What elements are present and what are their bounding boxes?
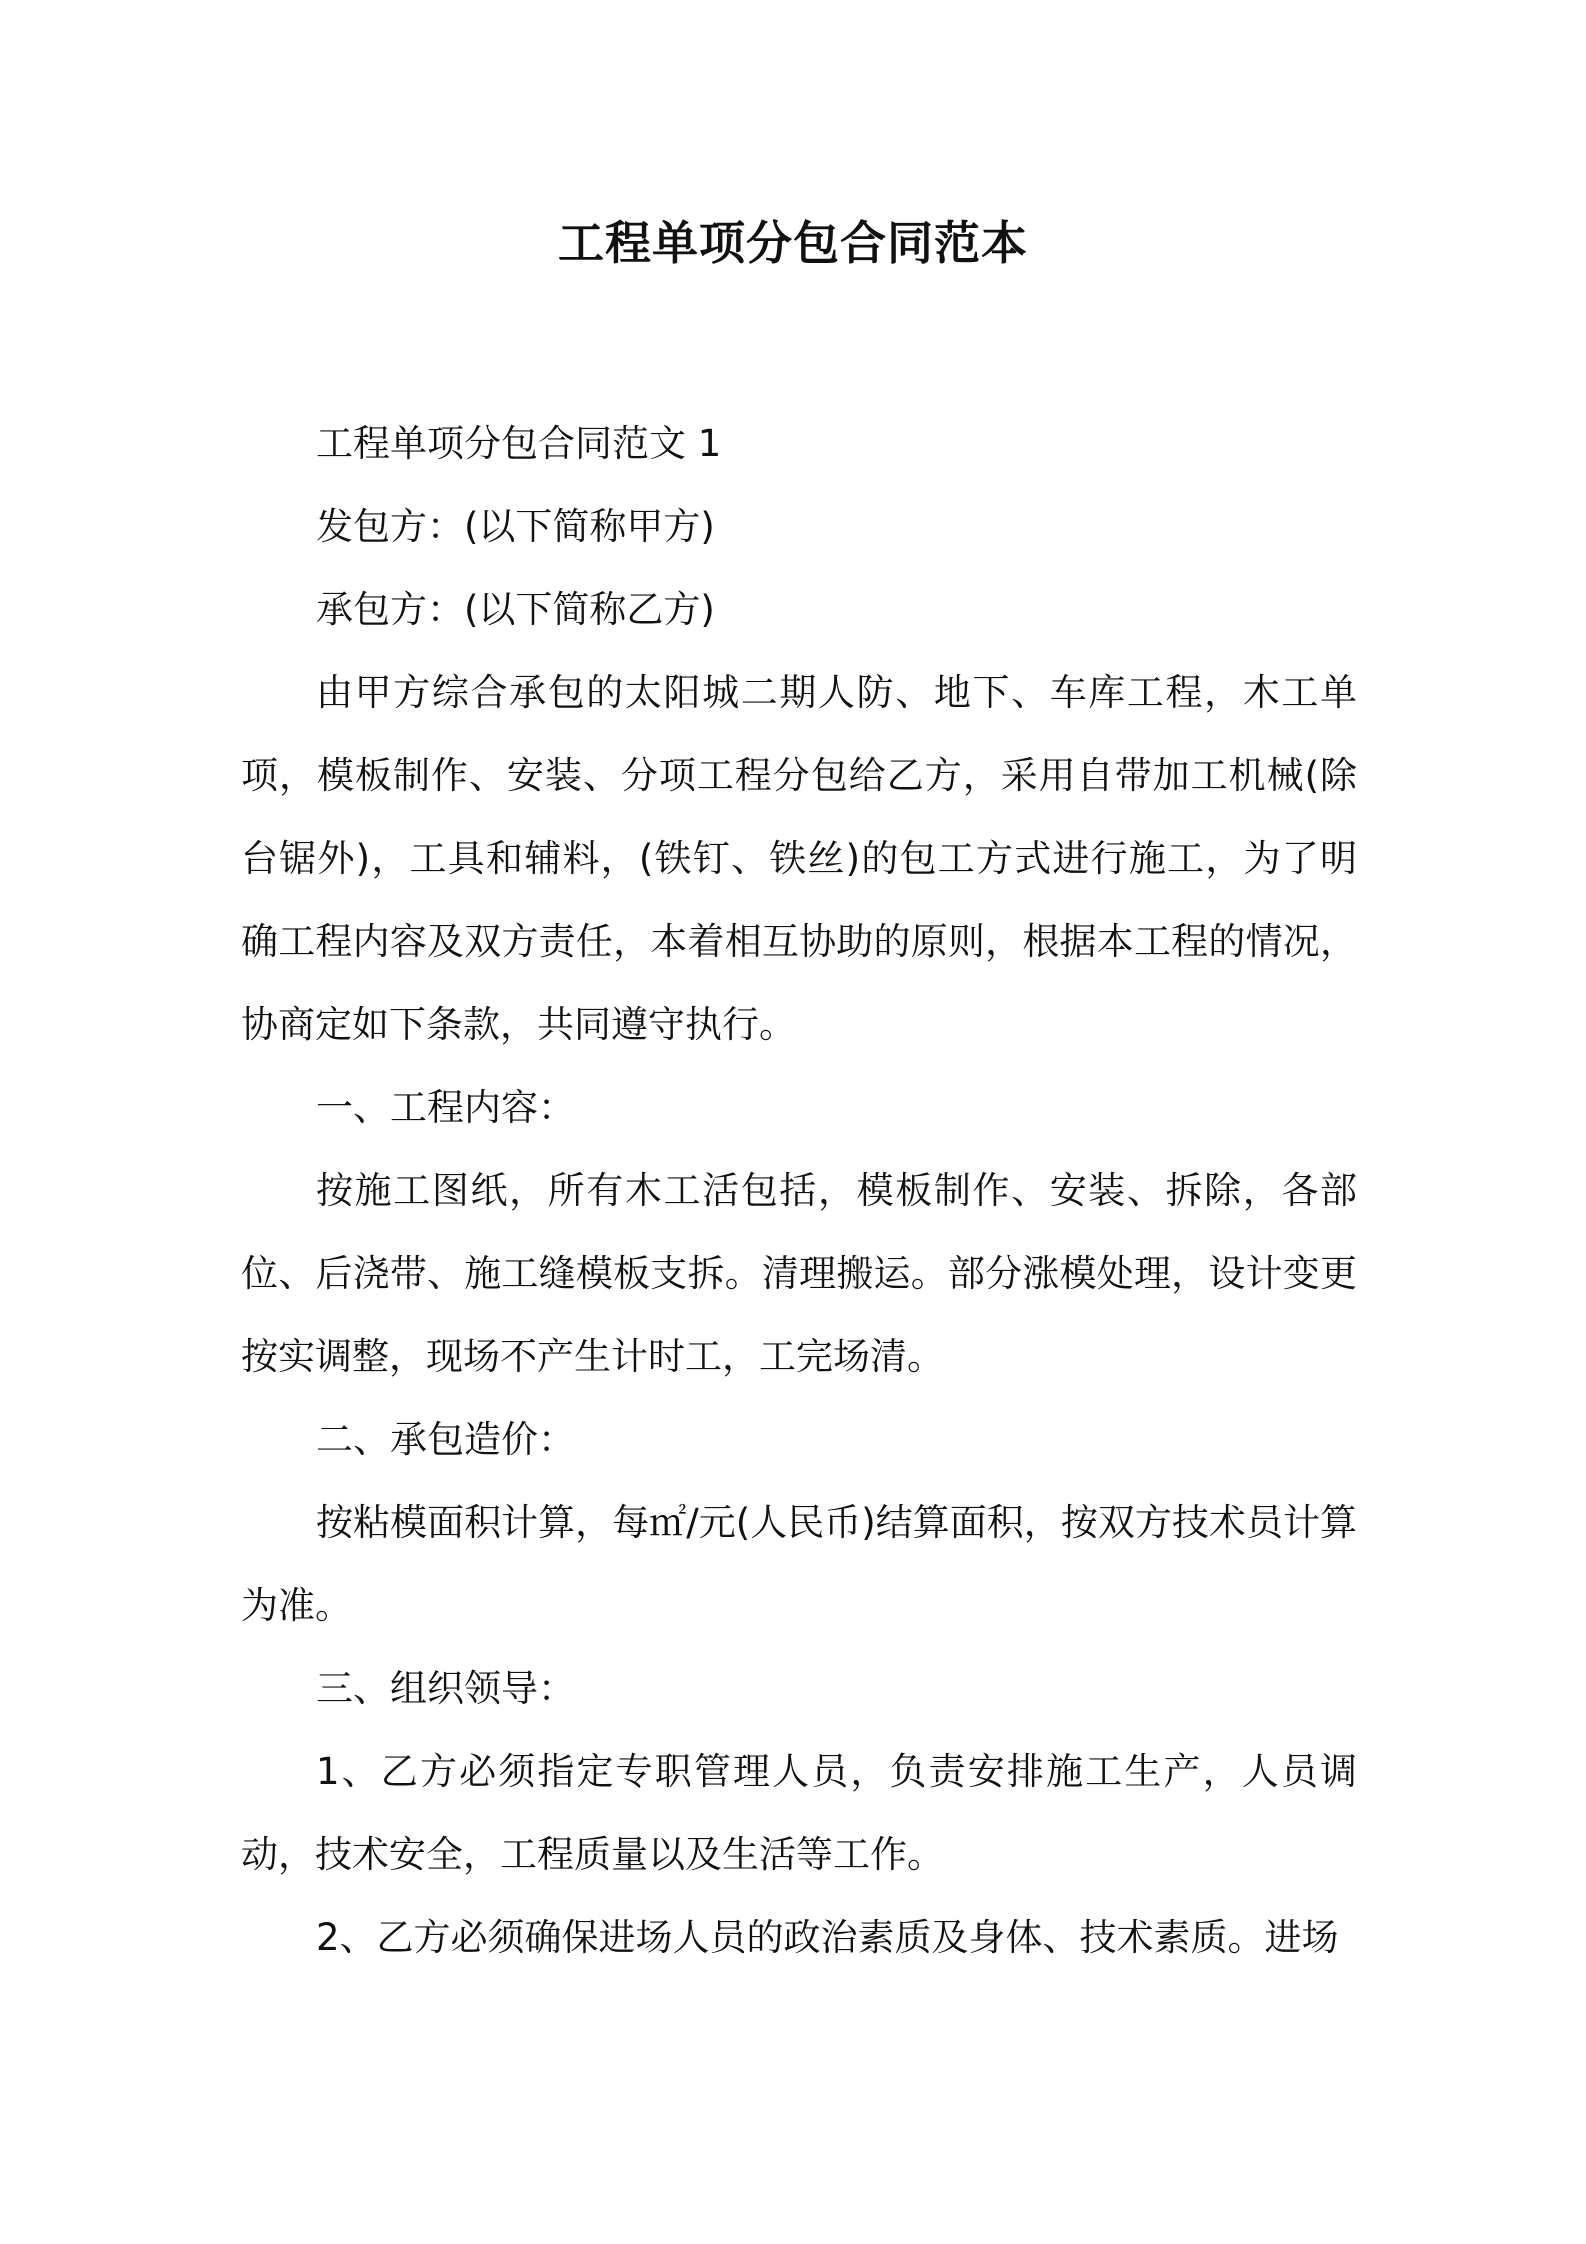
paragraph-scope: 按施工图纸，所有木工活包括，模板制作、安装、拆除，各部位、后浇带、施工缝模板支拆。清理搬运。部分涨模处理，设计变更按实调整，现场不产生计时工，工完场清。 [241,1169,1357,1378]
paragraph-subtitle: 工程单项分包合同范文 1 [316,422,722,465]
paragraph-party-a: 发包方：(以下简称甲方) [316,505,715,548]
paragraph-party-b: 承包方：(以下简称乙方) [316,588,715,631]
section-heading-price: 二、承包造价： [316,1418,575,1461]
section-heading-organization: 三、组织领导： [316,1667,575,1710]
paragraph-organization-1: 1、乙方必须指定专职管理人员，负责安排施工生产，人员调动，技术安全，工程质量以及生活等工作。 [241,1750,1357,1876]
section-heading-scope: 一、工程内容： [316,1086,575,1129]
paragraph-organization-2: 2、乙方必须确保进场人员的政治素质及身体、技术素质。进场 [316,1916,1339,1959]
paragraph-intro: 由甲方综合承包的太阳城二期人防、地下、车库工程，木工单项，模板制作、安装、分项工程分包给乙方，采用自带加工机械(除台锯外)，工具和辅料，(铁钉、铁丝)的包工方式进行施工，为了明确工程内容及双方责任，本着相互协助的原则，根据本工程的情况，协商定如下条款，共同遵守执行。 [241,671,1357,1046]
document-body [241,402,1357,1979]
document-title: 工程单项分包合同范本 [558,216,1028,270]
paragraph-price: 按粘模面积计算，每㎡/元(人民币)结算面积，按双方技术员计算为准。 [241,1501,1357,1627]
